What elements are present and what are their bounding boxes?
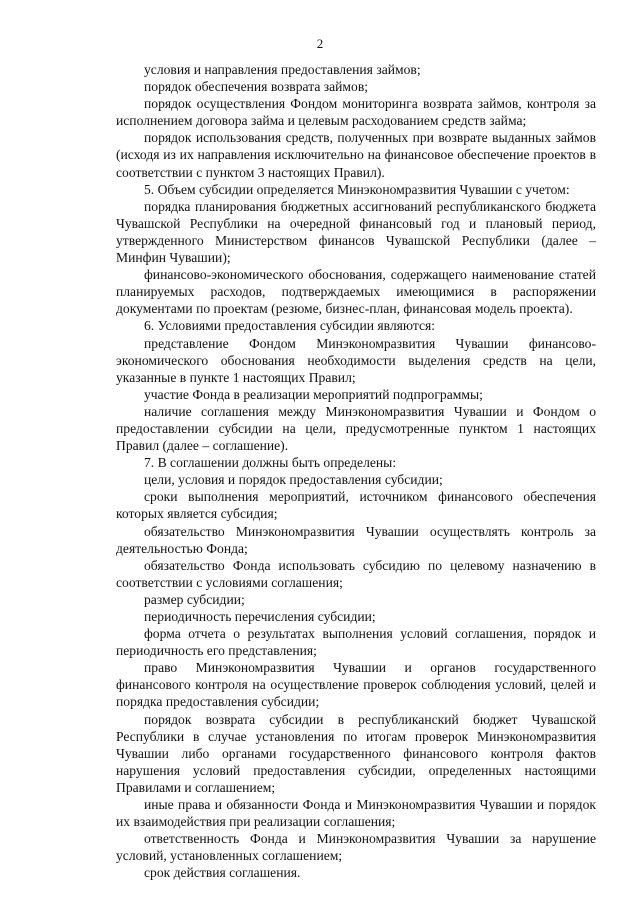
paragraph: финансово-экономического обоснования, содержащего наименование статей планируемых расходов, подтверждаемых имеющимися в распоряжении документами по проектам (резюме, бизнес-план, финансовая модель проекта). (116, 267, 596, 317)
paragraph: право Минэкономразвития Чувашии и органов государственного финансового контроля на осуществление проверок соблюдения условий, целей и порядка предоставления субсидии; (116, 660, 596, 710)
paragraph: представление Фондом Минэкономразвития Чувашии финансово-экономического обоснования необходимости выделения средств на цели, указанные в пункте 1 настоящих Правил; (116, 335, 596, 385)
paragraph: порядок возврата субсидии в республиканский бюджет Чувашской Республики в случае установления по итогам проверок Минэкономразвития Чувашии либо органами государственного финансового контроля фактов нарушения условий предоставления субсидии, определенных настоящими Правилами и соглашением; (116, 711, 596, 795)
paragraph: порядка планирования бюджетных ассигнований республиканского бюджета Чувашской Республики на очередной финансовый год и плановый период, утвержденного Министерством финансов Чувашской Республики (далее – Минфин Чувашии); (116, 198, 596, 266)
paragraph: наличие соглашения между Минэкономразвития Чувашии и Фондом о предоставлении субсидии на цели, предусмотренные пунктом 1 настоящих Правил (далее – соглашение). (116, 403, 596, 454)
paragraph: сроки выполнения мероприятий, источником финансового обеспечения которых является субсидия; (116, 489, 596, 522)
paragraph: ответственность Фонда и Минэкономразвития Чувашии за нарушение условий, установленных соглашением; (116, 831, 596, 864)
paragraph: порядок обеспечения возврата займов; (144, 79, 369, 95)
document-body (116, 61, 596, 882)
paragraph: форма отчета о результатах выполнения условий соглашения, порядок и периодичность его представления; (116, 626, 596, 659)
paragraph: 6. Условиями предоставления субсидии являются: (144, 318, 436, 334)
paragraph: порядок использования средств, полученных при возврате выданных займов (исходя из их направления исключительно на финансовое обеспечение проектов в соответствии с пунктом 3 настоящих Правил). (116, 130, 596, 180)
paragraph: участие Фонда в реализации мероприятий подпрограммы; (144, 386, 483, 402)
paragraph: периодичность перечисления субсидии; (144, 609, 376, 624)
page-number: 2 (316, 36, 324, 51)
paragraph: 7. В соглашении должны быть определены: (144, 455, 397, 471)
paragraph: иные права и обязанности Фонда и Минэкономразвития Чувашии и порядок их взаимодействия при реализации соглашения; (116, 797, 596, 830)
paragraph: 5. Объем субсидии определяется Минэкономразвития Чувашии с учетом: (144, 181, 570, 197)
paragraph: цели, условия и порядок предоставления субсидии; (144, 472, 443, 488)
paragraph: размер субсидии; (144, 591, 245, 607)
paragraph: обязательство Фонда использовать субсидию по целевому назначению в соответствии с условиями соглашения; (116, 557, 596, 590)
paragraph: обязательство Минэкономразвития Чувашии осуществлять контроль за деятельностью Фонда; (116, 523, 596, 556)
paragraph: условия и направления предоставления займов; (144, 62, 421, 77)
paragraph: порядок осуществления Фондом мониторинга возврата займов, контроля за исполнением договора займа и целевым расходованием средств займа; (116, 96, 596, 129)
paragraph: срок действия соглашения. (144, 865, 301, 881)
